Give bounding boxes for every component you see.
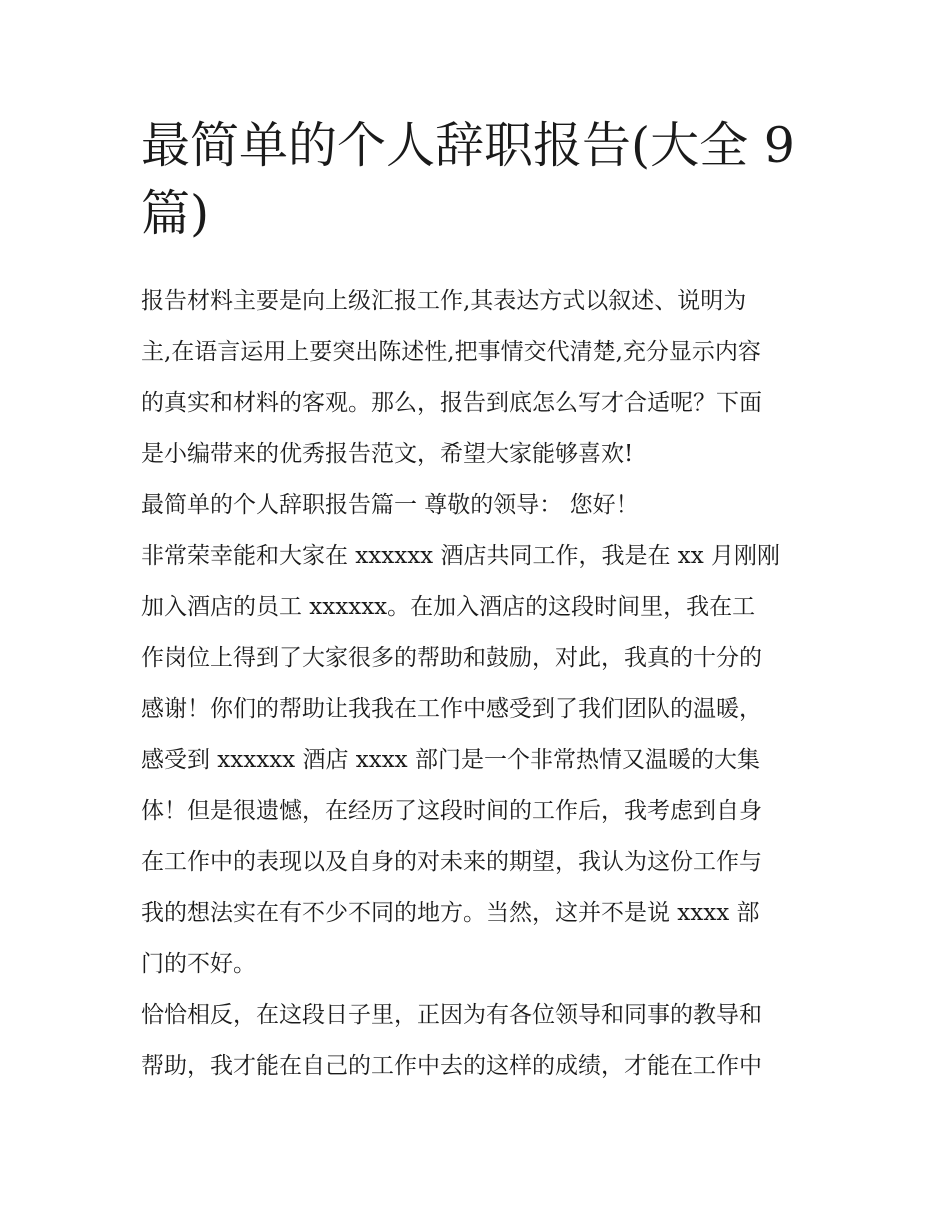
body-line: 非常荣幸能和大家在 xxxxxx 酒店共同工作，我是在 xx 月刚刚 bbox=[141, 543, 781, 569]
body-line: 我的想法实在有不少不同的地方。当然，这并不是说 xxxx 部 bbox=[141, 900, 760, 926]
body-line: 恰恰相反，在这段日子里，正因为有各位领导和同事的教导和 bbox=[141, 1002, 762, 1028]
title-line: 最简单的个人辞职报告(大全 9 bbox=[141, 117, 795, 174]
document-body bbox=[141, 276, 841, 1092]
title-line: 篇) bbox=[141, 185, 210, 242]
body-line: 体！但是很遗憾，在经历了这段时间的工作后，我考虑到自身 bbox=[141, 798, 762, 824]
body-line: 感谢！你们的帮助让我我在工作中感受到了我们团队的温暖， bbox=[141, 696, 762, 722]
body-line: 主,在语言运用上要突出陈述性,把事情交代清楚,充分显示内容 bbox=[141, 339, 761, 365]
body-line: 的真实和材料的客观。那么，报告到底怎么写才合适呢？下面 bbox=[141, 390, 762, 416]
body-line: 作岗位上得到了大家很多的帮助和鼓励，对此，我真的十分的 bbox=[141, 645, 762, 671]
body-line: 报告材料主要是向上级汇报工作,其表达方式以叙述、说明为 bbox=[141, 288, 747, 314]
body-line: 帮助，我才能在自己的工作中去的这样的成绩，才能在工作中 bbox=[141, 1053, 762, 1079]
body-line: 加入酒店的员工 xxxxxx。在加入酒店的这段时间里，我在工 bbox=[141, 594, 756, 620]
body-line: 门的不好。 bbox=[141, 951, 256, 977]
document-title bbox=[141, 112, 821, 248]
body-line: 是小编带来的优秀报告范文，希望大家能够喜欢! bbox=[141, 441, 634, 467]
body-line: 感受到 xxxxxx 酒店 xxxx 部门是一个非常热情又温暖的大集 bbox=[141, 747, 760, 773]
body-line: 在工作中的表现以及自身的对未来的期望，我认为这份工作与 bbox=[141, 849, 762, 875]
section-heading-line: 最简单的个人辞职报告篇一 尊敬的领导： 您好！ bbox=[141, 492, 639, 518]
